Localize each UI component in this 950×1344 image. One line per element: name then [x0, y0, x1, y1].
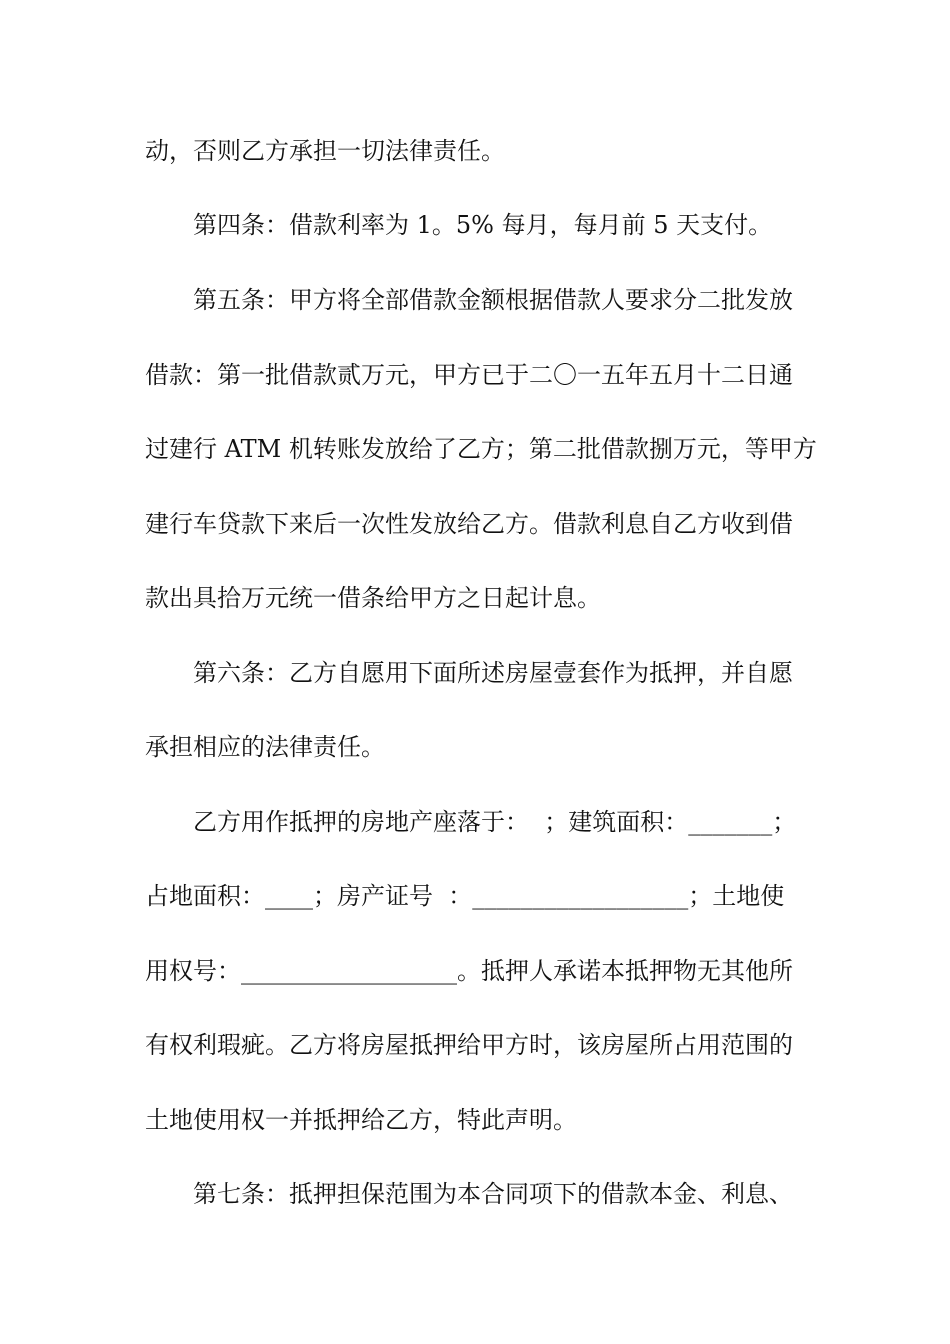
- paragraph-line: 承担相应的法律责任。: [145, 733, 385, 761]
- article-six-line: 第六条：乙方自愿用下面所述房屋壹套作为抵押，并自愿: [193, 659, 793, 687]
- article-seven-line: 第七条：抵押担保范围为本合同项下的借款本金、利息、: [193, 1180, 793, 1208]
- paragraph-line: 土地使用权一并抵押给乙方，特此声明。: [145, 1106, 577, 1134]
- paragraph-line: 款出具拾万元统一借条给甲方之日起计息。: [145, 584, 601, 612]
- paragraph-line: 有权利瑕疵。乙方将房屋抵押给甲方时，该房屋所占用范围的: [145, 1031, 793, 1059]
- article-four-line: 第四条：借款利率为 1。5% 每月，每月前 5 天支付。: [193, 211, 773, 239]
- paragraph-line: 占地面积：____；房产证号 ：__________________；土地使: [145, 882, 785, 910]
- paragraph-line: 过建行 ATM 机转账发放给了乙方；第二批借款捌万元，等甲方: [145, 435, 817, 463]
- mortgage-property-line: 乙方用作抵押的房地产座落于： ；建筑面积：_______；: [193, 808, 797, 836]
- paragraph-line: 借款：第一批借款贰万元，甲方已于二〇一五年五月十二日通: [145, 361, 793, 389]
- paragraph-line: 用权号：__________________。抵押人承诺本抵押物无其他所: [145, 957, 793, 985]
- paragraph-line: 动，否则乙方承担一切法律责任。: [145, 137, 505, 165]
- paragraph-line: 建行车贷款下来后一次性发放给乙方。借款利息自乙方收到借: [145, 510, 793, 538]
- article-five-line: 第五条：甲方将全部借款金额根据借款人要求分二批发放: [193, 286, 793, 314]
